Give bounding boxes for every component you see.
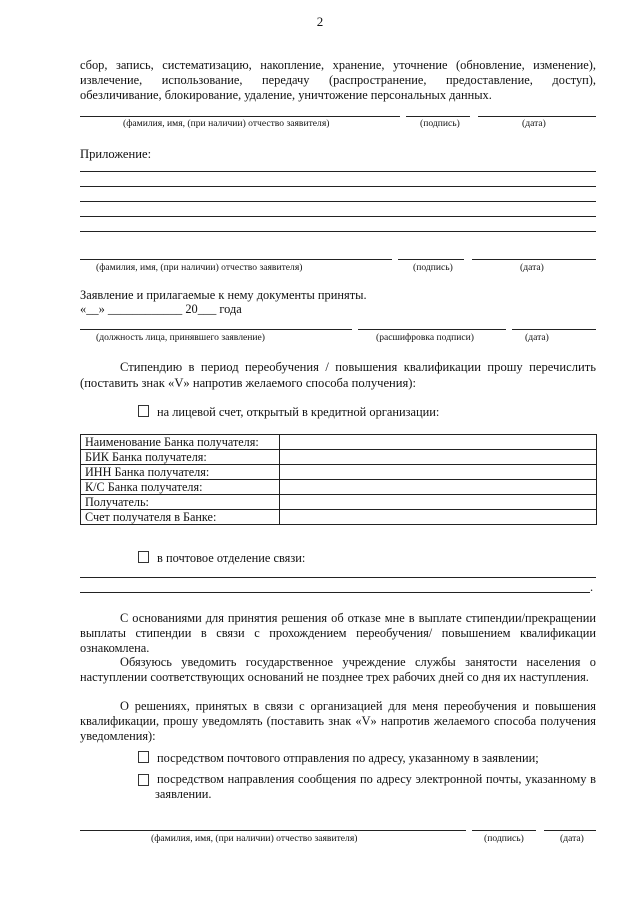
date-caption-3: (дата) (525, 332, 549, 343)
sign-line-4 (472, 830, 536, 831)
table-row (81, 495, 597, 510)
attachment-line-1 (80, 171, 596, 172)
bank-details-table (80, 434, 597, 525)
date-line-4 (544, 830, 596, 831)
checkbox-icon[interactable] (138, 551, 149, 563)
attachment-line-2 (80, 186, 596, 187)
bank-name-label: Наименование Банка получателя: (81, 435, 280, 450)
table-row (81, 480, 597, 495)
sign-line-2 (398, 259, 464, 260)
accepted-date-field: «__» ____________ 20___ года (80, 302, 242, 316)
decode-line (358, 329, 506, 330)
notify-email-label: посредством направления сообщения по адресу электронной почты, указанному в заявлении. (155, 772, 596, 801)
account-value[interactable] (280, 510, 597, 525)
refusal-grounds-text: С основаниями для принятия решения об отказе мне в выплате стипендии/прекращении выплаты стипендии в связи с прохождением переобучения/ повышением квалификации ознакомлена. (80, 611, 596, 655)
option-post-label: в почтовое отделение связи: (157, 551, 306, 565)
name-caption-2: (фамилия, имя, (при наличии) отчество заявителя) (96, 262, 303, 273)
stipend-transfer-text: Стипендию в период переобучения / повышения квалификации прошу перечислить (поставить знак «V» напротив желаемого способа получения): (80, 360, 596, 390)
attachment-label: Приложение: (80, 147, 152, 161)
post-line-dot: . (590, 580, 594, 594)
ks-label: К/С Банка получателя: (81, 480, 280, 495)
table-row (81, 450, 597, 465)
option-account-label: на лицевой счет, открытый в кредитной организации: (157, 405, 440, 419)
table-row (81, 465, 597, 480)
date-line-3 (512, 329, 596, 330)
table-row (81, 435, 597, 450)
name-caption-4: (фамилия, имя, (при наличии) отчество заявителя) (151, 833, 358, 844)
documents-accepted-text: Заявление и прилагаемые к нему документы приняты. (80, 288, 367, 302)
checkbox-icon[interactable] (138, 774, 149, 786)
date-caption-2: (дата) (520, 262, 544, 273)
post-line-1 (80, 577, 596, 578)
name-line-4 (80, 830, 466, 831)
attachment-line-5 (80, 231, 596, 232)
notify-email-option[interactable] (138, 772, 596, 802)
bank-name-value[interactable] (280, 435, 597, 450)
ks-value[interactable] (280, 480, 597, 495)
decode-caption: (расшифровка подписи) (376, 332, 474, 343)
position-line (80, 329, 352, 330)
date-caption-1: (дата) (522, 118, 546, 129)
post-line-2 (80, 592, 590, 593)
decisions-notify-text: О решениях, принятых в связи с организацией для меня переобучения и повышения квалификации, прошу уведомлять (поставить знак «V» напротив желаемого способа получения уведомления): (80, 699, 596, 743)
option-post[interactable] (138, 551, 305, 566)
name-line-1 (80, 116, 400, 117)
account-label: Счет получателя в Банке: (81, 510, 280, 525)
notify-obligation-text: Обязуюсь уведомить государственное учреждение службы занятости населения о наступлении соответствующих оснований не позднее трех рабочих дней со дня их наступления. (80, 655, 596, 684)
inn-label: ИНН Банка получателя: (81, 465, 280, 480)
position-caption: (должность лица, принявшего заявление) (96, 332, 265, 343)
recipient-value[interactable] (280, 495, 597, 510)
sign-caption-1: (подпись) (420, 118, 460, 129)
attachment-line-3 (80, 201, 596, 202)
notify-post-option[interactable] (138, 751, 539, 766)
attachment-line-4 (80, 216, 596, 217)
sign-line-1 (406, 116, 470, 117)
name-caption-1: (фамилия, имя, (при наличии) отчество заявителя) (123, 118, 330, 129)
checkbox-icon[interactable] (138, 751, 149, 763)
option-account[interactable] (138, 405, 439, 420)
date-line-1 (478, 116, 596, 117)
sign-caption-2: (подпись) (413, 262, 453, 273)
name-line-2 (80, 259, 392, 260)
recipient-label: Получатель: (81, 495, 280, 510)
inn-value[interactable] (280, 465, 597, 480)
consent-continuation-text: сбор, запись, систематизацию, накопление, хранение, уточнение (обновление, изменение), извлечение, использование, передачу (распространение, предоставление, доступ), обезличивание, блокирование, удаление, уничтожение персональных данных. (80, 58, 596, 102)
notify-post-label: посредством почтового отправления по адресу, указанному в заявлении; (157, 751, 539, 765)
date-caption-4: (дата) (560, 833, 584, 844)
bik-value[interactable] (280, 450, 597, 465)
checkbox-icon[interactable] (138, 405, 149, 417)
bik-label: БИК Банка получателя: (81, 450, 280, 465)
date-line-2 (472, 259, 596, 260)
page-number: 2 (316, 14, 324, 29)
table-row (81, 510, 597, 525)
sign-caption-4: (подпись) (484, 833, 524, 844)
